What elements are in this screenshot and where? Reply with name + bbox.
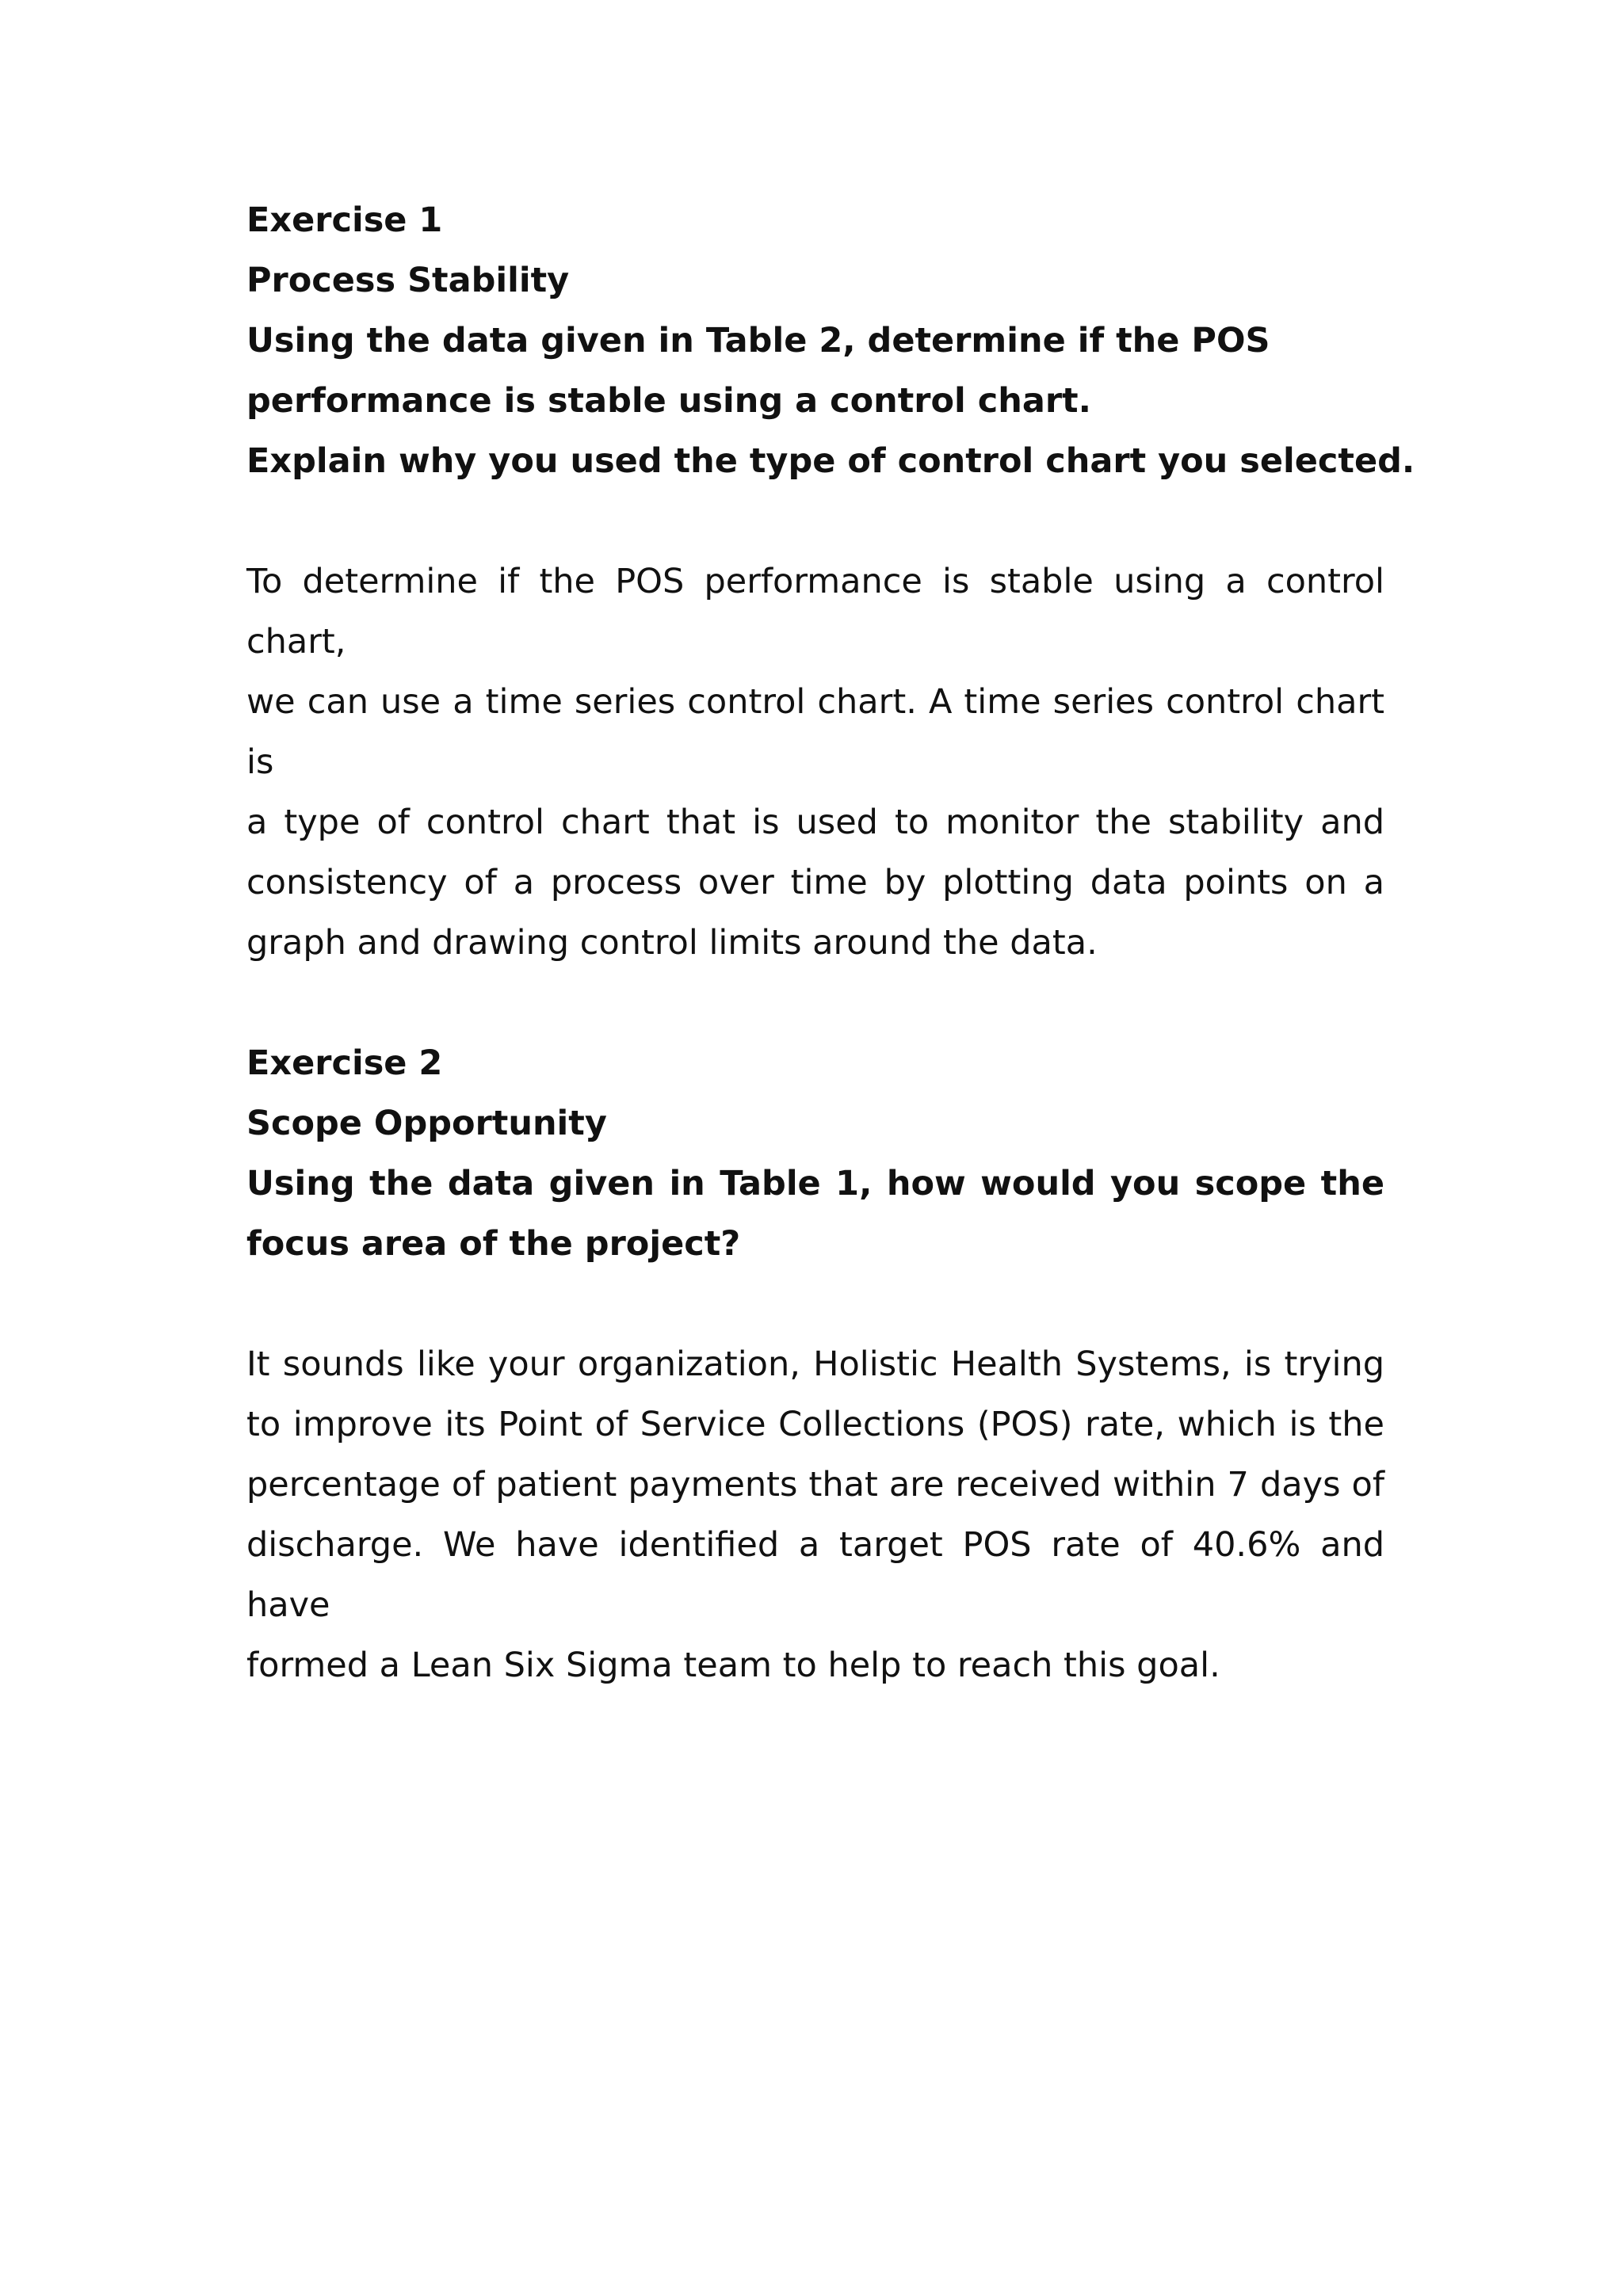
- exercise-2-answer-line: formed a Lean Six Sigma team to help to reach this goal.: [246, 1646, 1220, 1685]
- exercise-1-question-line: Explain why you used the type of control chart you selected.: [246, 441, 1415, 481]
- exercise-2-heading: Exercise 2: [246, 1043, 443, 1083]
- paragraph-spacer: [246, 1274, 1384, 1334]
- exercise-1-heading: Exercise 1: [246, 200, 443, 240]
- exercise-2-answer-line: to improve its Point of Service Collections (POS) rate, which is the: [246, 1405, 1384, 1444]
- exercise-1-answer-line: consistency of a process over time by plotting data points on a: [246, 863, 1384, 902]
- exercise-1-answer-line: we can use a time series control chart. A time series control chart is: [246, 682, 1384, 782]
- exercise-1-question-line: Using the data given in Table 2, determine if the POS: [246, 321, 1270, 360]
- exercise-1-section: [246, 190, 1415, 973]
- exercise-2-section: [246, 1033, 1384, 1695]
- exercise-1-subheading: Process Stability: [246, 261, 570, 300]
- exercise-1-question-line: performance is stable using a control chart.: [246, 381, 1091, 421]
- exercise-1-answer-line: To determine if the POS performance is stable using a control chart,: [246, 562, 1384, 662]
- exercise-2-answer-line: discharge. We have identified a target POS rate of 40.6% and have: [246, 1525, 1384, 1625]
- paragraph-spacer: [246, 491, 1384, 551]
- exercise-2-answer-line: It sounds like your organization, Holistic Health Systems, is trying: [246, 1344, 1384, 1384]
- exercise-2-answer-line: percentage of patient payments that are received within 7 days of: [246, 1465, 1384, 1505]
- exercise-2-subheading: Scope Opportunity: [246, 1104, 607, 1143]
- section-spacer: [246, 973, 1384, 1033]
- exercise-2-question-line: focus area of the project?: [246, 1224, 741, 1264]
- exercise-2-question-line: Using the data given in Table 1, how would you scope the: [246, 1164, 1384, 1203]
- exercise-1-answer-line: graph and drawing control limits around the data.: [246, 923, 1098, 963]
- exercise-1-answer-line: a type of control chart that is used to monitor the stability and: [246, 803, 1384, 842]
- document-body: [246, 190, 1415, 1695]
